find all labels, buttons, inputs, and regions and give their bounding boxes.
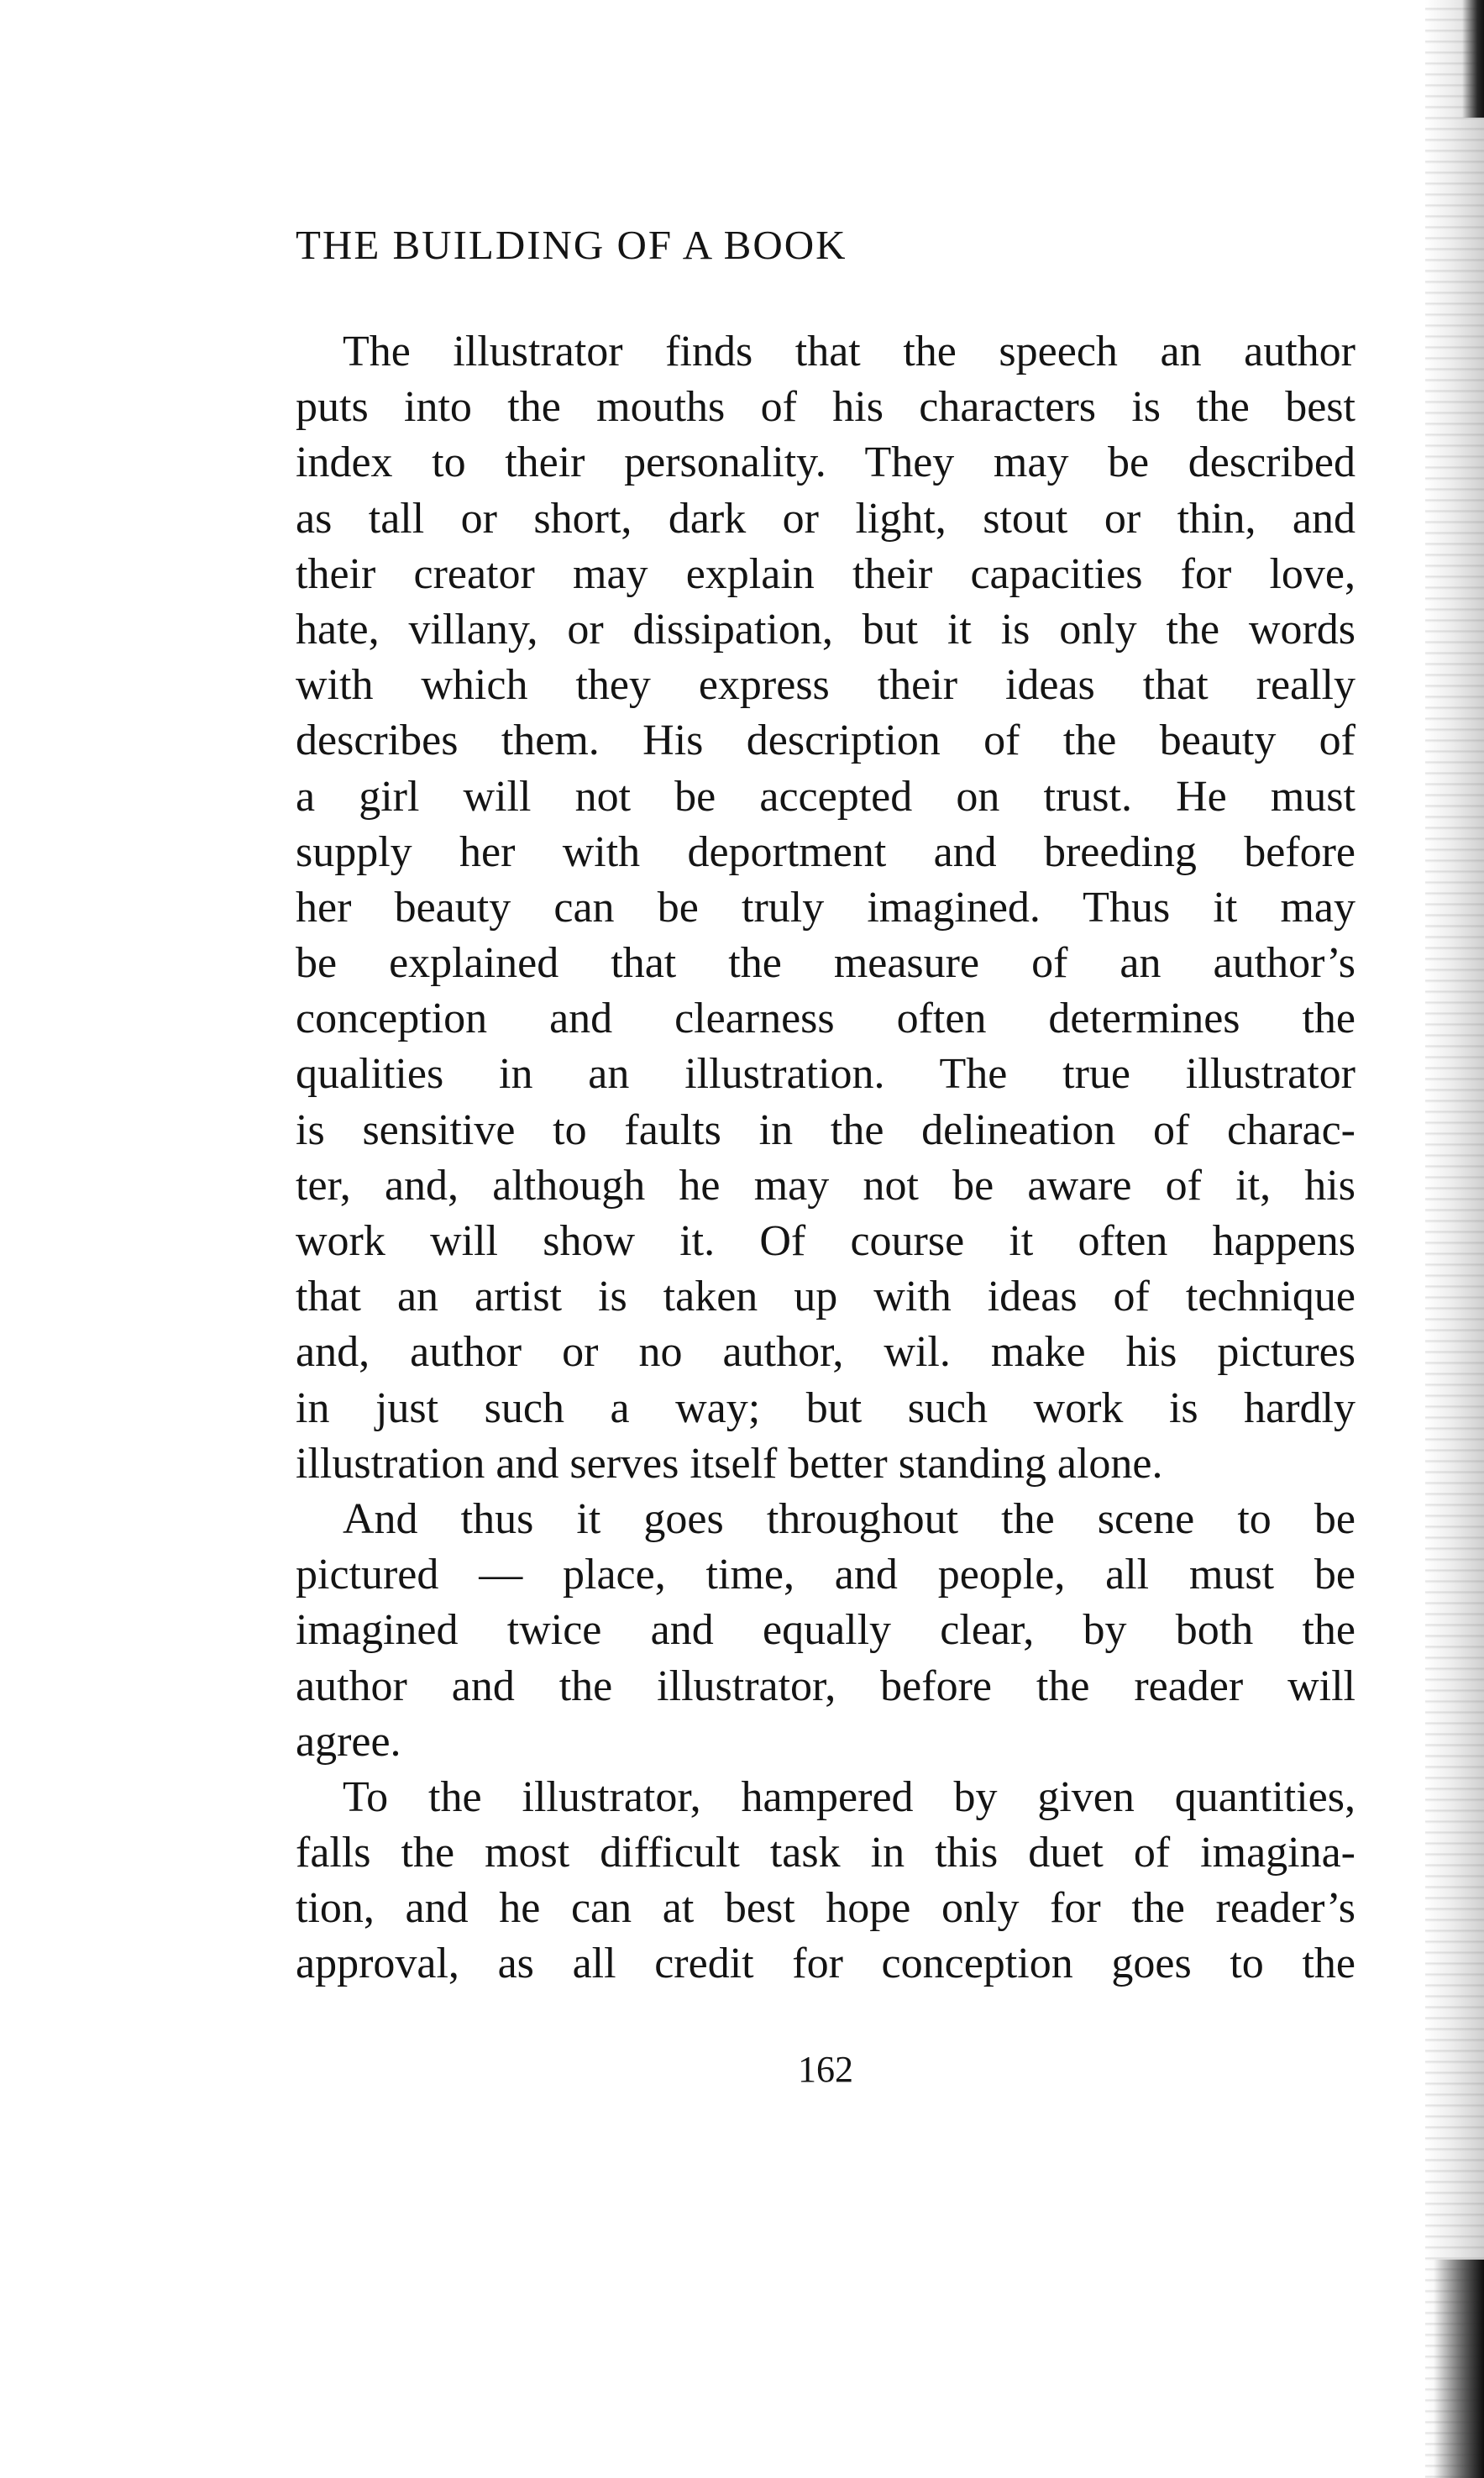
text-line: be explained that the measure of an author’s <box>296 939 1356 988</box>
text-line: falls the most difficult task in this duet of imagina- <box>296 1829 1356 1877</box>
text-line: and, author or no author, wil. make his pictures <box>296 1328 1356 1377</box>
text-line: And thus it goes throughout the scene to be <box>343 1494 1356 1543</box>
text-line: pictured — place, time, and people, all must be <box>296 1551 1356 1599</box>
text-line: a girl will not be accepted on trust. He must <box>296 772 1356 821</box>
text-line: puts into the mouths of his characters is the best <box>296 383 1356 432</box>
text-line: index to their personality. They may be described <box>296 438 1356 487</box>
text-line: illustration and serves itself better standing alone. <box>296 1439 1163 1488</box>
text-line: her beauty can be truly imagined. Thus it may <box>296 883 1356 932</box>
text-line: in just such a way; but such work is hardly <box>296 1383 1356 1432</box>
text-line: with which they express their ideas that really <box>296 661 1356 710</box>
page-gutter-shadow <box>1425 0 1484 2478</box>
body-text <box>296 324 1356 1992</box>
text-line: agree. <box>296 1717 401 1766</box>
text-line: tion, and he can at best hope only for the reader’s <box>296 1884 1356 1933</box>
text-line: ter, and, although he may not be aware of it, his <box>296 1161 1356 1210</box>
text-line: imagined twice and equally clear, by both the <box>296 1606 1356 1655</box>
running-head: THE BUILDING OF A BOOK <box>296 222 847 268</box>
text-line: qualities in an illustration. The true illustrator <box>296 1050 1356 1099</box>
paragraph <box>296 1770 1356 1992</box>
text-line: describes them. His description of the beauty of <box>296 717 1356 765</box>
paragraph <box>296 324 1356 1492</box>
text-line: hate, villany, or dissipation, but it is only the words <box>296 605 1356 654</box>
text-line: approval, as all credit for conception goes to the <box>296 1940 1356 1988</box>
text-line: To the illustrator, hampered by given quantities, <box>343 1772 1356 1821</box>
text-line: author and the illustrator, before the reader will <box>296 1662 1356 1710</box>
text-line: is sensitive to faults in the delineation of charac- <box>296 1105 1356 1154</box>
text-line: The illustrator finds that the speech an author <box>343 328 1356 375</box>
text-line: work will show it. Of course it often happens <box>296 1217 1356 1265</box>
page-number: 162 <box>798 2049 853 2090</box>
text-line: as tall or short, dark or light, stout or thin, and <box>296 494 1356 543</box>
text-line: conception and clearness often determines the <box>296 995 1356 1043</box>
binding-shadow-top <box>1462 0 1484 118</box>
text-line: that an artist is taken up with ideas of technique <box>296 1273 1356 1321</box>
text-line: their creator may explain their capacities for love, <box>296 549 1356 598</box>
text-line: supply her with deportment and breeding before <box>296 827 1356 876</box>
binding-shadow-bottom <box>1434 2260 1484 2478</box>
paragraph <box>296 1492 1356 1770</box>
